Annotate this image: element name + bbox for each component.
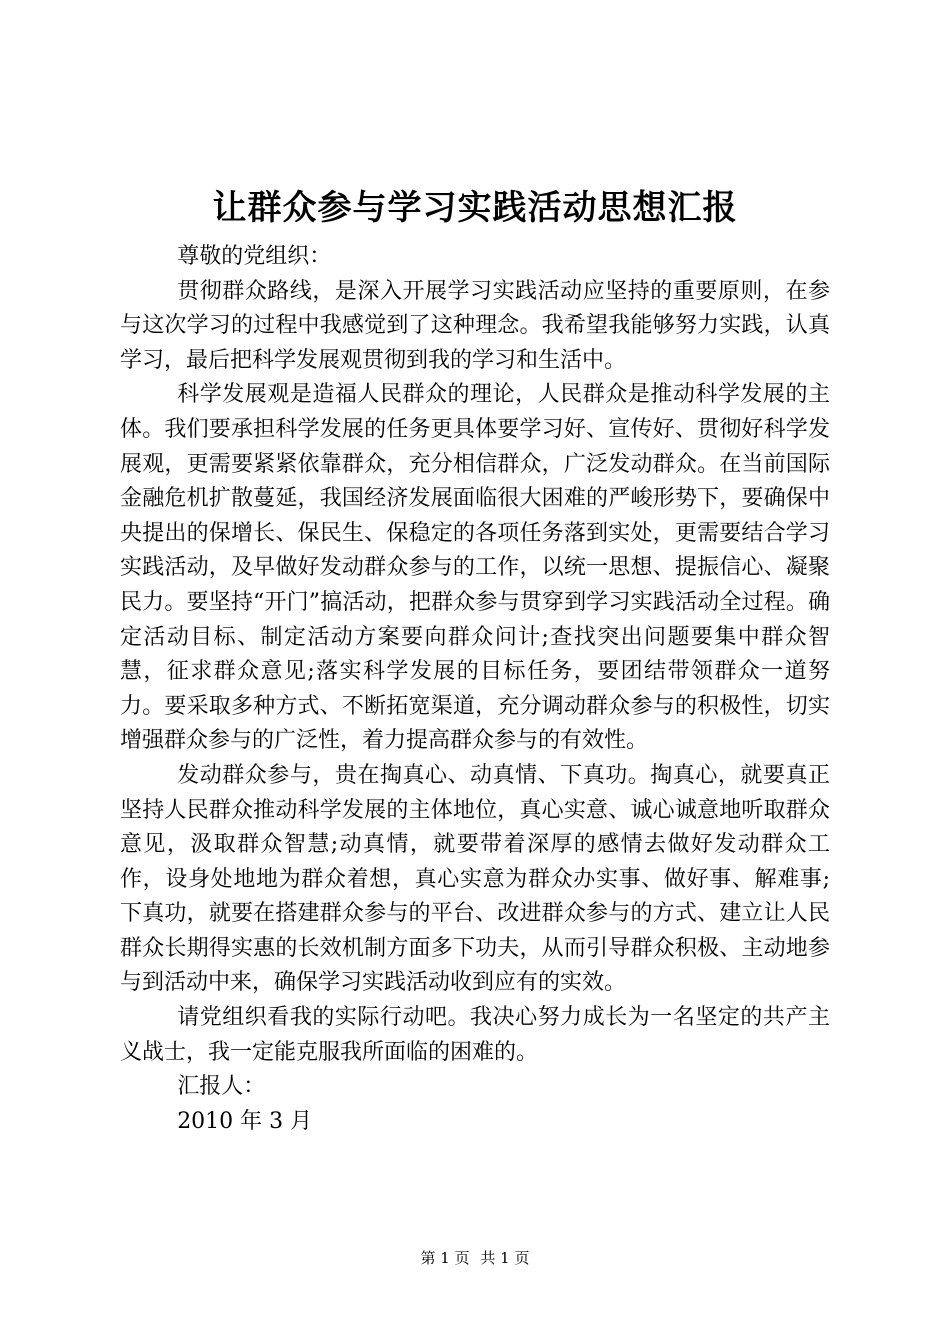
report-date: 2010 年 3 月 bbox=[177, 1108, 313, 1134]
paragraph-1: 贯彻群众路线，是深入开展学习实践活动应坚持的重要原则，在参与这次学习的过程中我感觉到了这种理念。我希望我能够努力实践，认真学习，最后把科学发展观贯彻到我的学习和生活中。 bbox=[120, 278, 830, 373]
page-footer bbox=[0, 1247, 950, 1268]
paragraph-2: 科学发展观是造福人民群众的理论，人民群众是推动科学发展的主体。我们要承担科学发展的任务更具体要学习好、宣传好、贯彻好科学发展观，更需要紧紧依靠群众，充分相信群众，广泛发动群众。在当前国际金融危机扩散蔓延，我国经济发展面临很大困难的严峻形势下，要确保中央提出的保增长、保民生、保稳定的各项任务落到实处，更需要结合学习实践活动，及早做好发动群众参与的工作，以统一思想、提振信心、凝聚民力。要坚持“开门”搞活动，把群众参与贯穿到学习实践活动全过程。确定活动目标、制定活动方案要向群众问计;查找突出问题要集中群众智慧，征求群众意见;落实科学发展的目标任务，要团结带领群众一道努力。要采取多种方式、不断拓宽渠道，充分调动群众参与的积极性，切实增强群众参与的广泛性，着力提高群众参与的有效性。 bbox=[120, 382, 830, 754]
salutation: 尊敬的党组织： bbox=[177, 244, 332, 269]
page-number: 第 1 页 bbox=[420, 1249, 470, 1267]
signature-label: 汇报人： bbox=[177, 1074, 266, 1100]
document-page bbox=[120, 180, 830, 1139]
document-title: 让群众参与学习实践活动思想汇报 bbox=[212, 188, 738, 228]
paragraph-3: 发动群众参与，贵在掏真心、动真情、下真功。掏真心，就要真正坚持人民群众推动科学发展的主体地位，真心实意、诚心诚意地听取群众意见，汲取群众智慧;动真情，就要带着深厚的感情去做好发动群众工作，设身处地地为群众着想，真心实意为群众办实事、做好事、解难事;下真功，就要在搭建群众参与的平台、改进群众参与的方式、建立让人民群众长期得实惠的长效机制方面多下功夫，从而引导群众积极、主动地参与到活动中来，确保学习实践活动收到应有的实效。 bbox=[120, 762, 830, 996]
page-total: 共 1 页 bbox=[480, 1249, 530, 1267]
paragraph-4: 请党组织看我的实际行动吧。我决心努力成长为一名坚定的共产主义战士，我一定能克服我所面临的困难的。 bbox=[120, 1005, 830, 1065]
